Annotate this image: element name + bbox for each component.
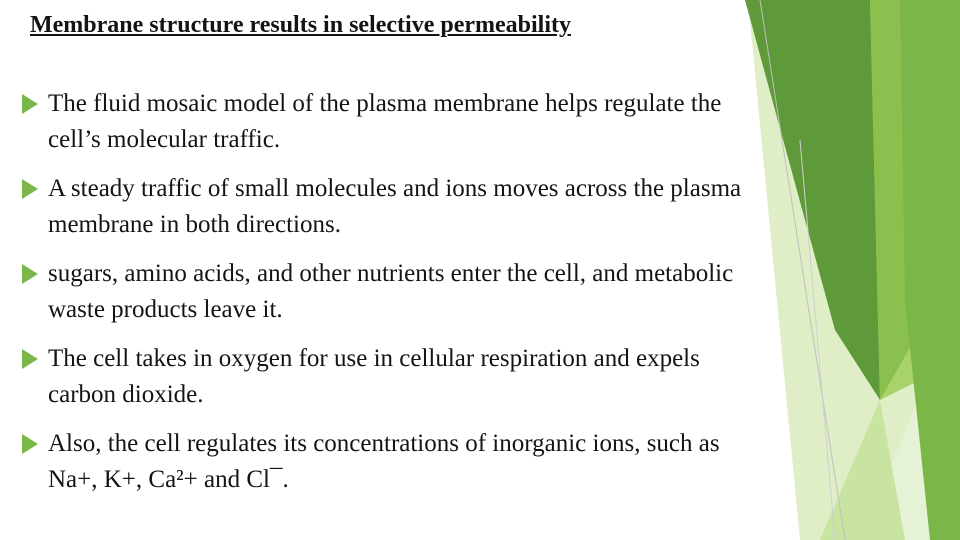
bullet-text: A steady traffic of small molecules and ions moves across the plasma membrane in both directions. [48, 175, 742, 238]
arrow-bullet-icon [22, 349, 38, 369]
bullet-list [22, 86, 762, 511]
bullet-text: sugars, amino acids, and other nutrients enter the cell, and metabolic waste products leave it. [48, 260, 734, 323]
bullet-item [22, 171, 762, 243]
arrow-bullet-icon [22, 434, 38, 454]
bullet-item [22, 426, 762, 498]
bullet-text: The fluid mosaic model of the plasma membrane helps regulate the cell’s molecular traffic. [48, 90, 722, 153]
bullet-item [22, 256, 762, 328]
arrow-bullet-icon [22, 94, 38, 114]
arrow-bullet-icon [22, 179, 38, 199]
bullet-text: The cell takes in oxygen for use in cellular respiration and expels carbon dioxide. [48, 345, 700, 408]
bullet-item [22, 341, 762, 413]
bullet-item [22, 86, 762, 158]
arrow-bullet-icon [22, 264, 38, 284]
slide-title: Membrane structure results in selective permeability [30, 12, 571, 38]
bullet-text: Also, the cell regulates its concentrations of inorganic ions, such as Na+, K+, Ca²+ and Cl¯. [48, 430, 720, 493]
